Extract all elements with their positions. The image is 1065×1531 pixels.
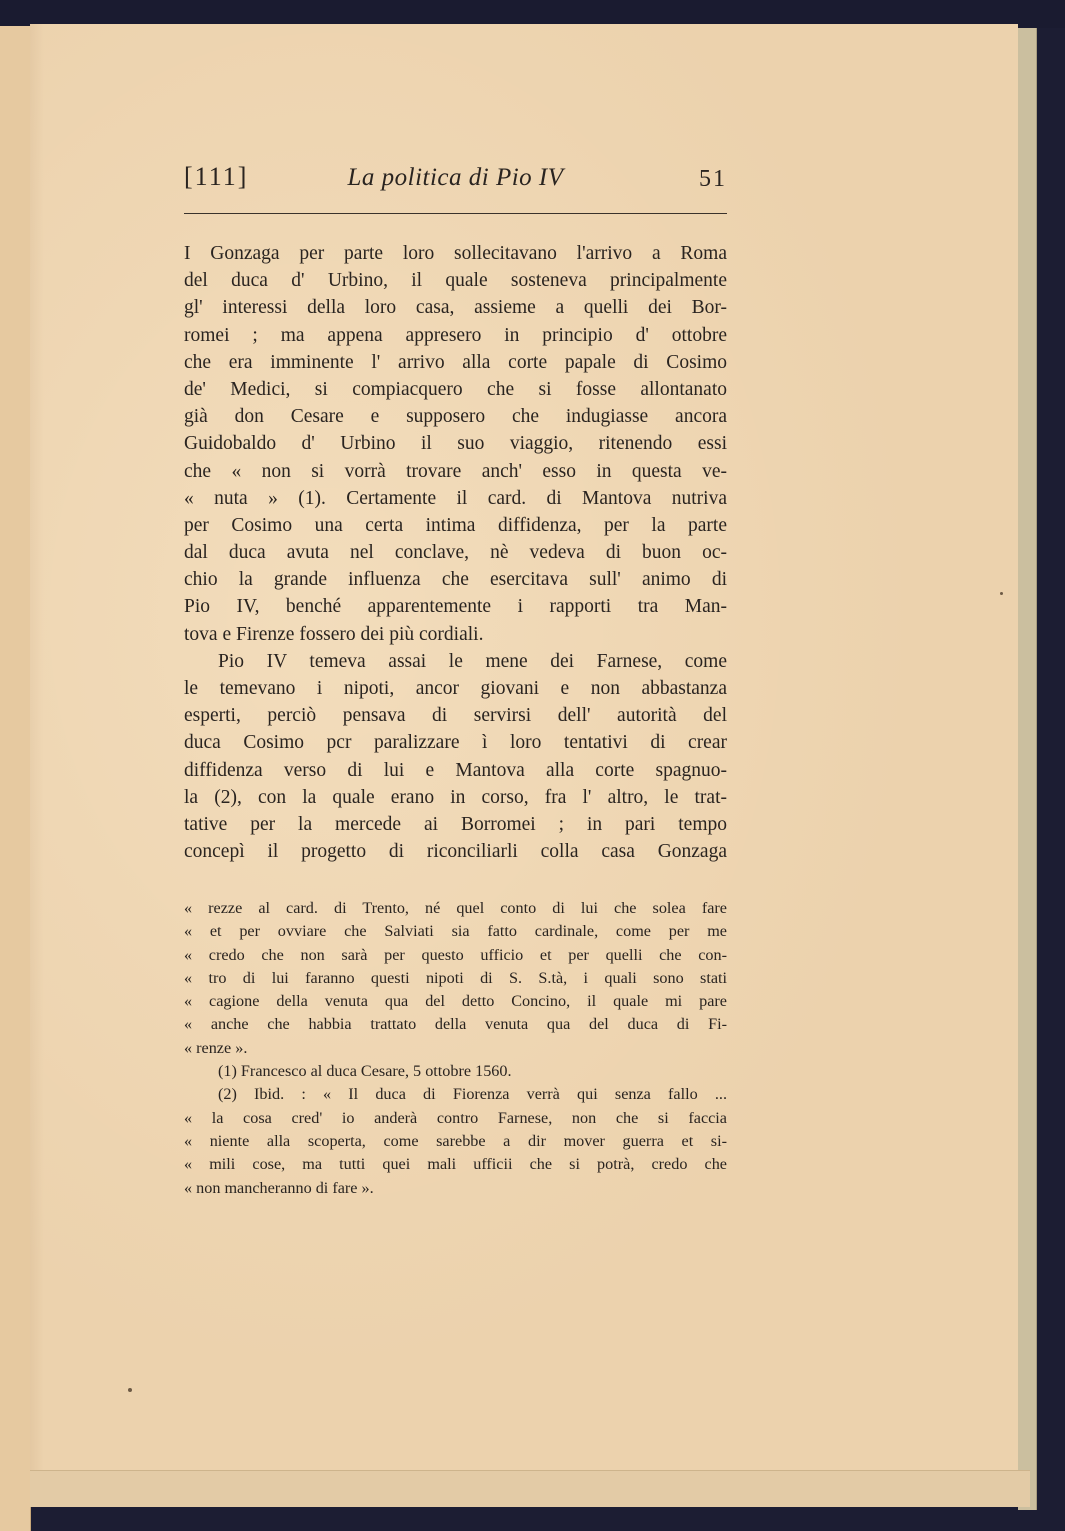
body-line-paragraph-start: Pio IV temeva assai le mene dei Farnese, come [218, 650, 727, 672]
body-line: del duca d' Urbino, il quale sosteneva principalmente [184, 270, 727, 292]
footnote-line: « anche che habbia trattato della venuta qua del duca di Fi- [184, 1015, 727, 1034]
body-line: Guidobaldo d' Urbino il suo viaggio, ritenendo essi [184, 433, 727, 455]
page-bottom-edge [30, 1470, 1030, 1507]
paper-speck [1000, 592, 1003, 595]
footnote-line: « credo che non sarà per questo ufficio et per quelli che con- [184, 945, 727, 964]
header-rule [184, 213, 727, 214]
footnote-line: « la cosa cred' io anderà contro Farnese, non che si faccia [184, 1108, 727, 1127]
body-line: concepì il progetto di riconciliarli colla casa Gonzaga [184, 841, 727, 863]
footnote-2: (2) Ibid. : « Il duca di Fiorenza verrà qui senza fallo ... [218, 1085, 727, 1104]
footnote-line: « mili cose, ma tutti quei mali ufficii che si potrà, credo che [184, 1155, 727, 1174]
facing-page-edge [0, 26, 31, 1531]
running-title: La politica di Pio IV [347, 164, 564, 191]
footnote-line: « rezze al card. di Trento, né quel conto di lui che solea fare [184, 899, 727, 917]
body-line: la (2), con la quale erano in corso, fra l' altro, le trat- [184, 786, 727, 808]
footnote-1: (1) Francesco al duca Cesare, 5 ottobre 1560. [218, 1062, 512, 1081]
body-line: per Cosimo una certa intima diffidenza, per la parte [184, 514, 727, 536]
body-line: diffidenza verso di lui e Mantova alla corte spagnuo- [184, 759, 727, 781]
page-content [184, 162, 727, 1197]
body-line: romei ; ma appena appresero in principio d' ottobre [184, 324, 727, 346]
body-line: le temevano i nipoti, ancor giovani e non abbastanza [184, 678, 727, 699]
page-number: 51 [699, 166, 727, 192]
body-line: chio la grande influenza che esercitava sull' animo di [184, 569, 727, 591]
footnotes [184, 897, 727, 1200]
body-line: che era imminente l' arrivo alla corte papale di Cosimo [184, 351, 727, 373]
body-line: tative per la mercede ai Borromei ; in pari tempo [184, 813, 727, 835]
footnote-line: « non mancheranno di fare ». [184, 1178, 374, 1197]
body-line: I Gonzaga per parte loro sollecitavano l'arrivo a Roma [184, 243, 727, 264]
body-line: esperti, perciò pensava di servirsi dell' autorità del [184, 705, 727, 727]
footnote-line: « renze ». [184, 1038, 248, 1057]
body-text [184, 240, 727, 865]
running-head [184, 162, 727, 202]
body-line: Pio IV, benché apparentemente i rapporti tra Man- [184, 596, 727, 618]
section-marker: [111] [184, 162, 249, 191]
paper-speck [128, 1388, 132, 1392]
underlying-page-edge [1018, 28, 1037, 1510]
body-line: che « non si vorrà trovare anch' esso in questa ve- [184, 460, 727, 482]
body-line: già don Cesare e supposero che indugiasse ancora [184, 406, 727, 428]
body-line-paragraph-end: tova e Firenze fossero dei più cordiali. [184, 623, 484, 645]
footnote-line: « niente alla scoperta, come sarebbe a dir mover guerra et si- [184, 1131, 727, 1150]
footnote-line: « tro di lui faranno questi nipoti di S. S.tà, i quali sono stati [184, 968, 727, 987]
footnote-line: « cagione della venuta qua del detto Concino, il quale mi pare [184, 992, 727, 1011]
body-line: « nuta » (1). Certamente il card. di Mantova nutriva [184, 487, 727, 509]
body-line: dal duca avuta nel conclave, nè vedeva di buon oc- [184, 542, 727, 564]
body-line: gl' interessi della loro casa, assieme a quelli dei Bor- [184, 297, 727, 319]
footnote-line: « et per ovviare che Salviati sia fatto cardinale, come per me [184, 922, 727, 941]
body-line: de' Medici, si compiacquero che si fosse allontanato [184, 378, 727, 400]
body-line: duca Cosimo pcr paralizzare ì loro tentativi di crear [184, 732, 727, 754]
